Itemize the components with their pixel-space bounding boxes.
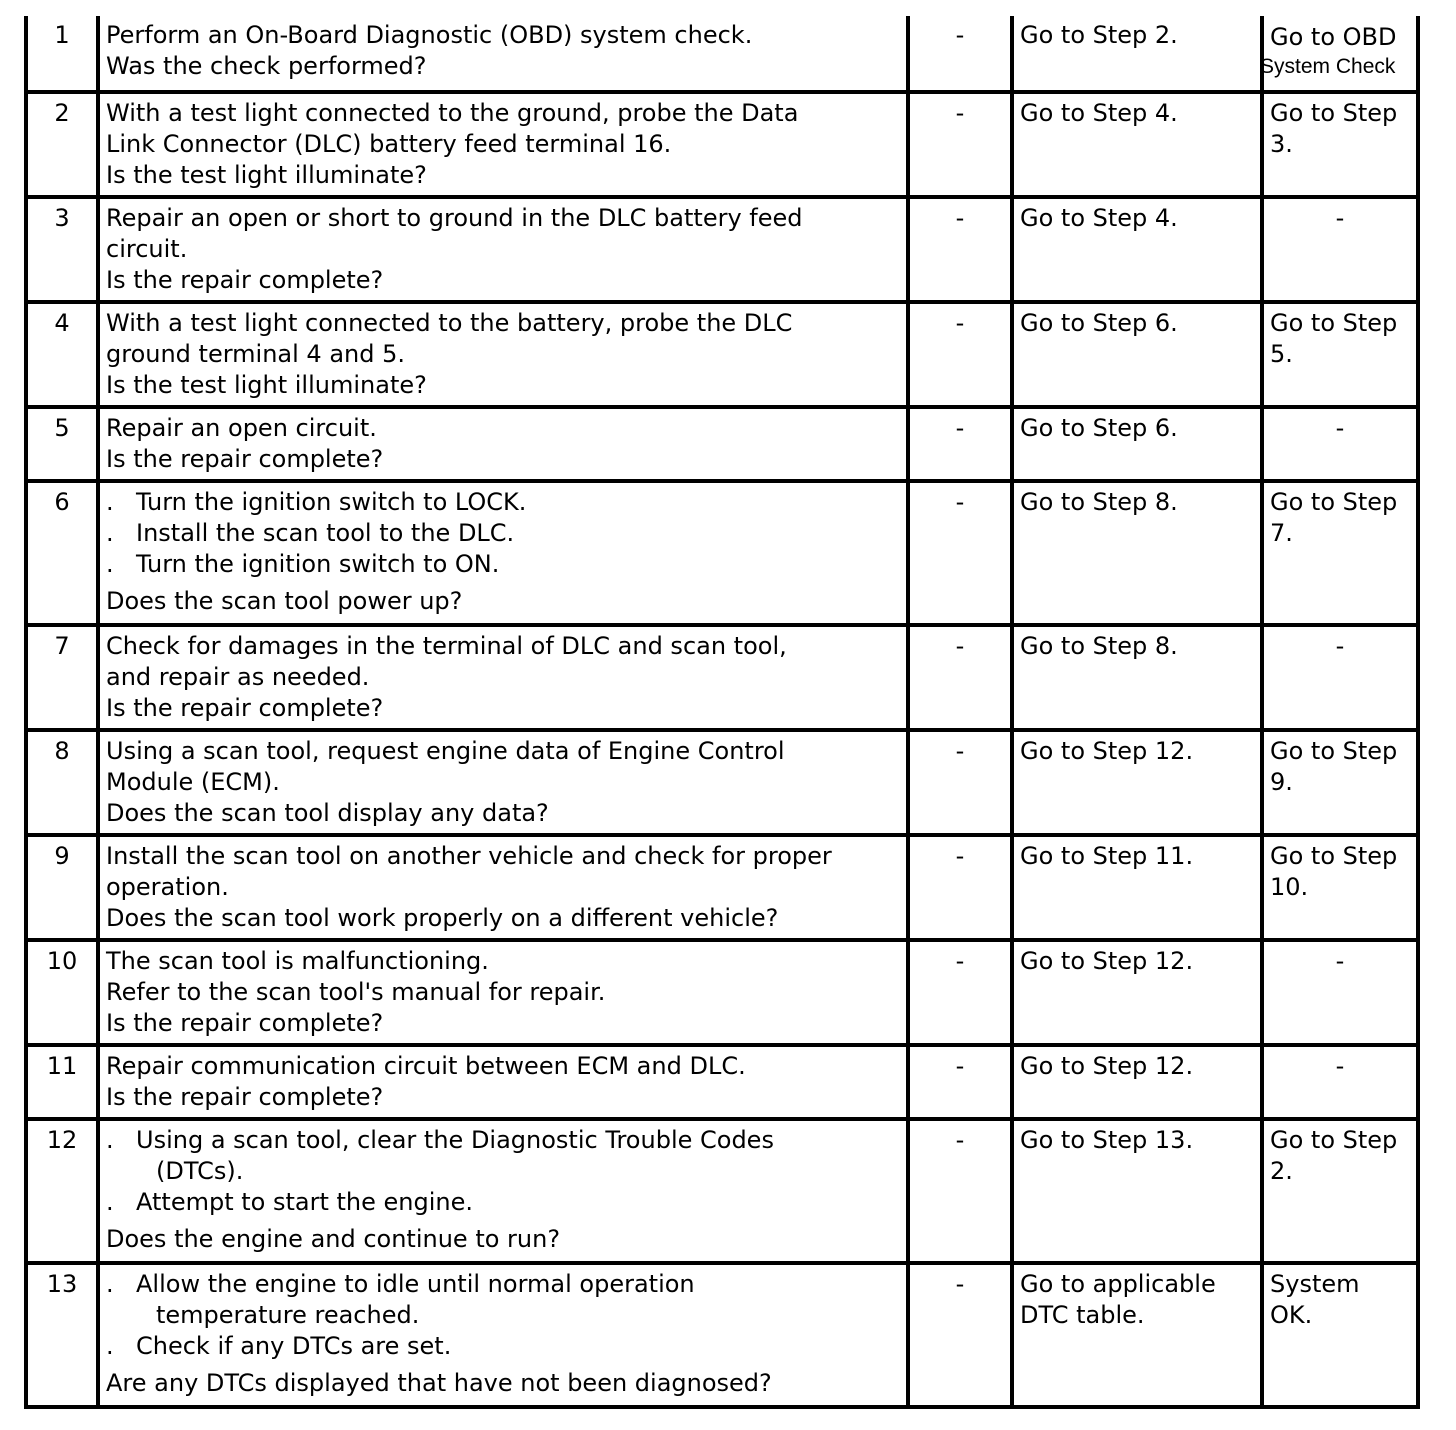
step-number: 12 [46,1126,78,1154]
no-cell [1262,16,1418,92]
bullet-text-line: Turn the ignition switch to ON. [136,550,500,578]
no-text: System OK. [1270,1270,1360,1329]
action-bullet-item [106,1269,900,1331]
action-question: Does the engine and continue to run? [106,1225,561,1253]
action-bullet-list [100,483,906,580]
table-row [26,1045,1418,1119]
yes-cell [1012,1045,1262,1119]
value-text: - [955,632,965,660]
step-number-cell [26,302,98,407]
action-text: With a test light connected to the ground, probe the Data Link Connector (DLC) battery feed terminal 16. Is the test light illuminate? [106,99,799,189]
action-cell [98,625,908,730]
yes-cell [1012,835,1262,940]
yes-cell [1012,92,1262,197]
bullet-text-line: Turn the ignition switch to LOCK. [136,488,527,516]
bullet-marker: . [106,1332,114,1360]
action-cell [98,1263,908,1407]
action-cell [98,1045,908,1119]
step-number: 7 [54,632,70,660]
yes-text: Go to Step 13. [1020,1126,1194,1154]
bullet-text [136,1187,900,1218]
yes-text: Go to Step 2. [1020,21,1178,49]
table-row [26,940,1418,1045]
value-cell [908,92,1012,197]
step-number: 13 [46,1270,78,1298]
value-text: - [955,309,965,337]
yes-text: Go to Step 4. [1020,99,1178,127]
no-text: Go to Step 2. [1270,1126,1398,1185]
action-question: Are any DTCs displayed that have not been diagnosed? [106,1369,772,1397]
action-bullet-list [100,1121,906,1218]
no-text: Go to Step 9. [1270,737,1398,796]
step-number: 1 [54,21,70,49]
action-cell [98,1119,908,1263]
action-question: Does the scan tool power up? [106,587,463,615]
action-cell [98,835,908,940]
table-row [26,407,1418,481]
action-cell [98,940,908,1045]
value-text: - [955,21,965,49]
yes-cell [1012,16,1262,92]
yes-cell [1012,1263,1262,1407]
no-cell [1262,1263,1418,1407]
bullet-text-line: Install the scan tool to the DLC. [136,519,515,547]
yes-text: Go to Step 12. [1020,737,1194,765]
step-number-cell [26,730,98,835]
value-cell [908,625,1012,730]
no-cell [1262,92,1418,197]
table-row [26,1119,1418,1263]
table-row [26,1263,1418,1407]
step-number-cell [26,197,98,302]
yes-cell [1012,481,1262,625]
step-number-cell [26,16,98,92]
no-text: Go to Step 5. [1270,309,1398,368]
no-text-continuation: System Check [1260,55,1396,78]
step-number: 3 [54,204,70,232]
bullet-marker: . [106,488,114,516]
no-cell [1262,625,1418,730]
step-number: 2 [54,99,70,127]
no-text: - [1335,204,1345,232]
bullet-text-line: Using a scan tool, clear the Diagnostic Trouble Codes [136,1126,774,1154]
no-cell [1262,407,1418,481]
table-row [26,197,1418,302]
action-bullet-item [106,518,900,549]
action-text: Install the scan tool on another vehicle and check for proper operation. Does the scan tool work properly on a different vehicle? [106,842,832,932]
yes-text: Go to applicable DTC table. [1020,1270,1216,1329]
action-text: With a test light connected to the battery, probe the DLC ground terminal 4 and 5. Is the test light illuminate? [106,309,793,399]
table-row [26,16,1418,92]
bullet-marker: . [106,519,114,547]
yes-text: Go to Step 6. [1020,414,1178,442]
action-cell [98,197,908,302]
value-text: - [955,1052,965,1080]
value-cell [908,407,1012,481]
action-text: The scan tool is malfunctioning. Refer to the scan tool's manual for repair. Is the repair complete? [106,947,606,1037]
yes-text: Go to Step 8. [1020,632,1178,660]
no-cell [1262,481,1418,625]
bullet-text-line: Check if any DTCs are set. [136,1332,452,1360]
bullet-text [136,1269,900,1331]
value-cell [908,197,1012,302]
bullet-text-line: temperature reached. [156,1301,420,1329]
value-text: - [955,1126,965,1154]
action-cell [98,730,908,835]
yes-cell [1012,302,1262,407]
step-number: 9 [54,842,70,870]
no-text: - [1335,632,1345,660]
action-bullet-item [106,1125,900,1187]
yes-text: Go to Step 8. [1020,488,1178,516]
yes-cell [1012,1119,1262,1263]
step-number-cell [26,1119,98,1263]
yes-text: Go to Step 11. [1020,842,1194,870]
step-number-cell [26,407,98,481]
value-text: - [955,204,965,232]
value-cell [908,1263,1012,1407]
no-cell [1262,302,1418,407]
action-text: Repair communication circuit between ECM and DLC. Is the repair complete? [106,1052,746,1111]
bullet-text-line: (DTCs). [156,1157,244,1185]
value-cell [908,302,1012,407]
step-number: 4 [54,309,70,337]
action-cell [98,92,908,197]
step-number-cell [26,835,98,940]
bullet-text-line: Attempt to start the engine. [136,1188,473,1216]
action-text: Repair an open or short to ground in the DLC battery feed circuit. Is the repair complete? [106,204,803,294]
step-number-cell [26,481,98,625]
yes-text: Go to Step 12. [1020,947,1194,975]
table-row [26,481,1418,625]
action-cell [98,302,908,407]
action-bullet-item [106,1187,900,1218]
no-text: Go to Step 3. [1270,99,1398,158]
action-bullet-item [106,549,900,580]
bullet-text [136,518,900,549]
yes-cell [1012,625,1262,730]
no-cell [1262,1045,1418,1119]
action-cell [98,407,908,481]
bullet-text [136,1331,900,1362]
diagnostic-table-body [26,16,1418,1407]
action-text: Repair an open circuit. Is the repair complete? [106,414,384,473]
bullet-text [136,1125,900,1187]
value-text: - [955,842,965,870]
action-cell [98,16,908,92]
step-number-cell [26,625,98,730]
step-number: 11 [46,1052,78,1080]
value-cell [908,730,1012,835]
yes-cell [1012,407,1262,481]
no-cell [1262,835,1418,940]
action-text: Using a scan tool, request engine data of Engine Control Module (ECM). Does the scan tool display any data? [106,737,785,827]
value-text: - [955,488,965,516]
table-row [26,835,1418,940]
value-text: - [955,737,965,765]
value-cell [908,1119,1012,1263]
action-text: Check for damages in the terminal of DLC and scan tool, and repair as needed. Is the repair complete? [106,632,787,722]
no-cell [1262,1119,1418,1263]
table-row [26,92,1418,197]
bullet-marker: . [106,1270,114,1298]
bullet-marker: . [106,1126,114,1154]
diagnostic-table [24,16,1420,1409]
step-number-cell [26,1045,98,1119]
step-number-cell [26,1263,98,1407]
no-text: Go to Step 7. [1270,488,1398,547]
yes-text: Go to Step 6. [1020,309,1178,337]
no-text: Go to OBD [1270,23,1397,51]
bullet-marker: . [106,550,114,578]
value-text: - [955,414,965,442]
action-text: Perform an On-Board Diagnostic (OBD) system check. Was the check performed? [106,21,753,80]
table-row [26,302,1418,407]
step-number-cell [26,92,98,197]
value-text: - [955,99,965,127]
no-text: - [1335,947,1345,975]
step-number: 10 [46,947,78,975]
table-row [26,730,1418,835]
no-cell [1262,197,1418,302]
value-text: - [955,947,965,975]
no-cell [1262,730,1418,835]
value-cell [908,1045,1012,1119]
step-number: 8 [54,737,70,765]
yes-text: Go to Step 12. [1020,1052,1194,1080]
step-number-cell [26,940,98,1045]
step-number: 5 [54,414,70,442]
action-cell [98,481,908,625]
yes-cell [1012,197,1262,302]
action-bullet-list [100,1265,906,1362]
no-text: Go to Step 10. [1270,842,1398,901]
value-cell [908,481,1012,625]
no-cell [1262,940,1418,1045]
table-row [26,625,1418,730]
bullet-text-line: Allow the engine to idle until normal operation [136,1270,695,1298]
value-cell [908,16,1012,92]
bullet-marker: . [106,1188,114,1216]
bullet-text [136,487,900,518]
action-bullet-item [106,487,900,518]
step-number: 6 [54,488,70,516]
no-text: - [1335,1052,1345,1080]
yes-text: Go to Step 4. [1020,204,1178,232]
yes-cell [1012,940,1262,1045]
value-text: - [955,1270,965,1298]
value-cell [908,940,1012,1045]
bullet-text [136,549,900,580]
action-bullet-item [106,1331,900,1362]
value-cell [908,835,1012,940]
yes-cell [1012,730,1262,835]
no-text: - [1335,414,1345,442]
